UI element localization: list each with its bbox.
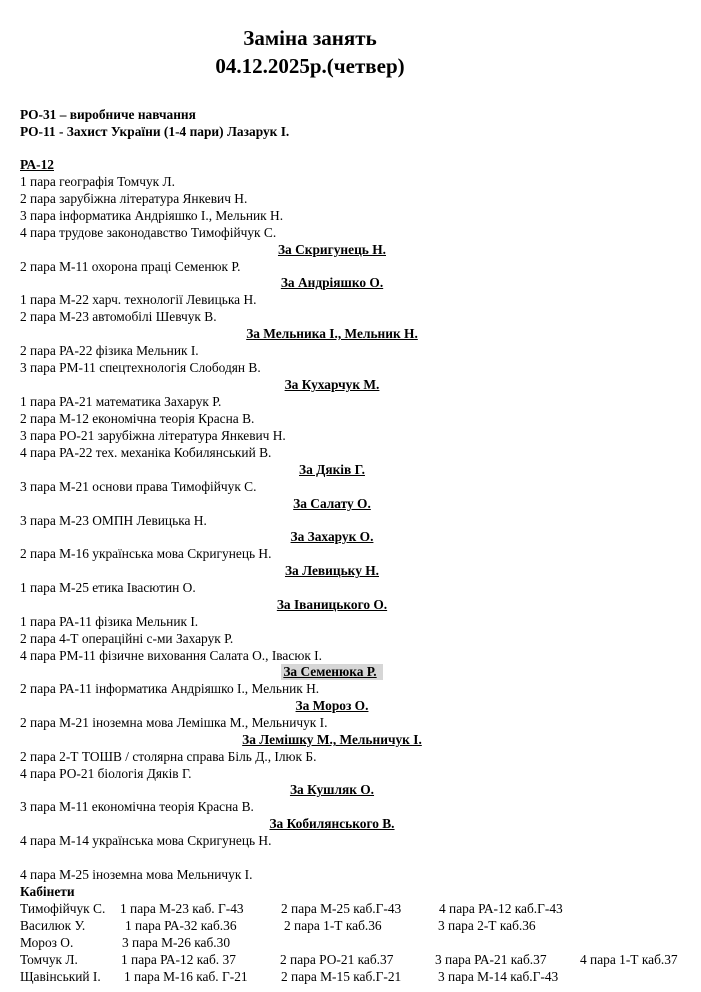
group-lesson: 4 пара трудове законодавство Тимофійчук С. <box>20 225 277 240</box>
substitution-header: За Мороз О. <box>295 698 369 713</box>
substitution-header: За Кушляк О. <box>289 782 375 797</box>
substitution-lesson: 2 пара М-21 іноземна мова Лемішка М., Мельничук І. <box>20 715 328 730</box>
substitution-lesson: 2 пара М-12 економічна теорія Красна В. <box>20 411 255 426</box>
substitution-header: За Дяків Г. <box>299 462 365 477</box>
note-ro31: РО-31 – виробниче навчання <box>20 107 196 122</box>
cabinet-entry: 3 пара 2-Т каб.36 <box>438 918 536 933</box>
cabinet-entry: 1 пара РА-12 каб. 37 <box>121 952 236 967</box>
cabinet-teacher: Щавінський І. <box>20 969 101 984</box>
cabinets-title: Кабінети <box>20 884 75 899</box>
cabinet-entry: 3 пара РА-21 каб.37 <box>435 952 547 967</box>
substitution-header: За Кухарчук М. <box>284 377 380 392</box>
cabinet-entry: 1 пара М-23 каб. Г-43 <box>120 901 244 916</box>
substitution-lesson: 4 пара РО-21 біологія Дяків Г. <box>20 766 192 781</box>
page-date: 04.12.2025р.(четвер) <box>215 54 405 78</box>
substitution-header: За Салату О. <box>293 496 371 511</box>
substitution-lesson: 2 пара М-11 охорона праці Семенюк Р. <box>20 259 241 274</box>
substitution-lesson: 2 пара 2-Т ТОШВ / столярна справа Біль Д., Ілюк Б. <box>20 749 317 764</box>
substitution-lesson: 3 пара М-11 економічна теорія Красна В. <box>20 799 254 814</box>
cabinet-teacher: Тимофійчук С. <box>20 901 106 916</box>
cabinet-entry: 2 пара РО-21 каб.37 <box>280 952 394 967</box>
substitution-lesson: 3 пара М-21 основи права Тимофійчук С. <box>20 479 257 494</box>
group-lesson: 2 пара зарубіжна література Янкевич Н. <box>20 191 248 206</box>
substitution-lesson: 1 пара РА-11 фізика Мельник І. <box>20 614 199 629</box>
substitution-header <box>0 663 664 680</box>
substitution-lesson: 2 пара РА-22 фізика Мельник І. <box>20 343 199 358</box>
substitution-header: За Лемішку М., Мельничук І. <box>242 732 422 747</box>
substitution-lesson: 4 пара М-14 українська мова Скригунець Н. <box>20 833 272 848</box>
cabinet-entry: 3 пара М-26 каб.30 <box>122 935 231 950</box>
substitution-lesson: 1 пара М-25 етика Івасютин О. <box>20 580 196 595</box>
substitution-lesson: 4 пара РМ-11 фізичне виховання Салата О., Івасюк І. <box>20 648 322 663</box>
page-title: Заміна занять <box>243 26 377 50</box>
substitution-lesson: 2 пара 4-Т операційні с-ми Захарук Р. <box>20 631 234 646</box>
substitution-lesson: 3 пара М-23 ОМПН Левицька Н. <box>20 513 207 528</box>
highlighted-header: За Семенюка Р. <box>281 664 382 680</box>
cabinet-entry: 1 пара М-16 каб. Г-21 <box>124 969 248 984</box>
substitution-lesson: 2 пара М-16 українська мова Скригунець Н. <box>20 546 272 561</box>
cabinet-entry: 3 пара М-14 каб.Г-43 <box>438 969 559 984</box>
substitution-header: За Кобилянського В. <box>269 816 395 831</box>
cabinet-entry: 2 пара 1-Т каб.36 <box>284 918 382 933</box>
cabinet-entry: 2 пара М-25 каб.Г-43 <box>281 901 402 916</box>
substitution-lesson: 3 пара РО-21 зарубіжна література Янкевич Н. <box>20 428 286 443</box>
substitution-lesson: 1 пара М-22 харч. технології Левицька Н. <box>20 292 257 307</box>
cabinet-entry: 1 пара РА-32 каб.36 <box>125 918 237 933</box>
group-title: РА-12 <box>20 157 54 172</box>
note-ro11: РО-11 - Захист України (1-4 пари) Лазарук І. <box>20 124 290 139</box>
substitution-lesson: 3 пара РМ-11 спецтехнологія Слободян В. <box>20 360 261 375</box>
group-lesson: 3 пара інформатика Андріяшко І., Мельник Н. <box>20 208 284 223</box>
substitution-lesson: 2 пара РА-11 інформатика Андріяшко І., Мельник Н. <box>20 681 320 696</box>
substitution-header: За Іваницького О. <box>276 597 388 612</box>
cabinet-entry: 4 пара РА-12 каб.Г-43 <box>439 901 563 916</box>
group-lesson: 1 пара географія Томчук Л. <box>20 174 175 189</box>
substitution-header: За Андріяшко О. <box>280 275 384 290</box>
cabinet-teacher: Василюк У. <box>20 918 86 933</box>
substitution-lesson: 4 пара М-25 іноземна мова Мельничук І. <box>20 867 253 882</box>
cabinet-entry: 2 пара М-15 каб.Г-21 <box>281 969 402 984</box>
substitution-header: За Мельника І., Мельник Н. <box>246 326 418 341</box>
cabinet-entry: 4 пара 1-Т каб.37 <box>580 952 678 967</box>
substitution-lesson: 4 пара РА-22 тех. механіка Кобилянський В. <box>20 445 272 460</box>
substitution-header: За Захарук О. <box>290 529 374 544</box>
substitution-lesson: 1 пара РА-21 математика Захарук Р. <box>20 394 222 409</box>
substitution-header: За Скригунець Н. <box>277 242 386 257</box>
substitution-header: За Левицьку Н. <box>284 563 379 578</box>
substitution-lesson: 2 пара М-23 автомобілі Шевчук В. <box>20 309 217 324</box>
cabinet-teacher: Мороз О. <box>20 935 74 950</box>
cabinet-teacher: Томчук Л. <box>20 952 78 967</box>
